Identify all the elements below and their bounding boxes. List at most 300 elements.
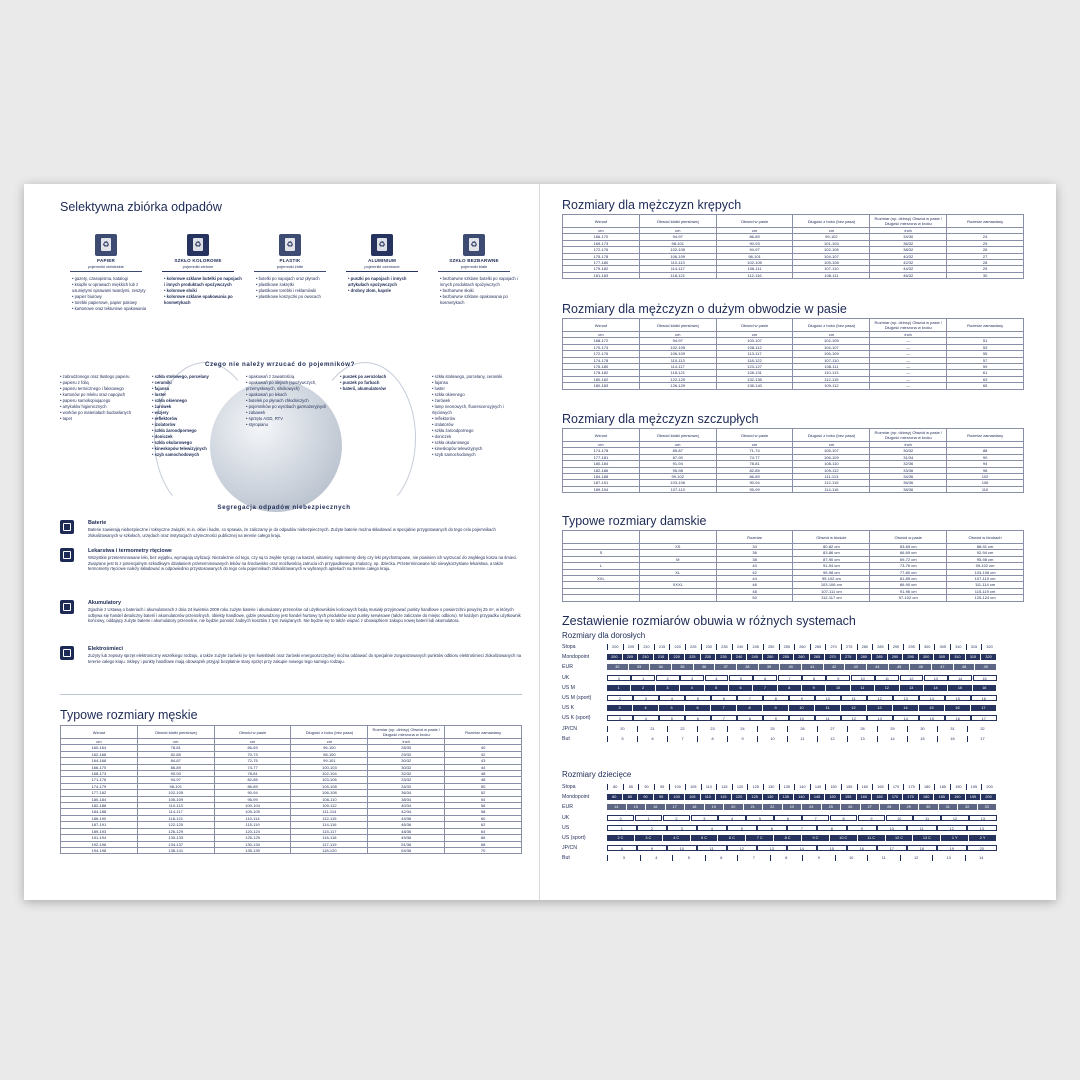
shoe-size-cell: 130 <box>763 784 779 790</box>
shoe-size-cell: 20 <box>724 804 744 810</box>
shoe-size-cell: 13 <box>924 675 948 681</box>
table-cell: — <box>870 344 947 350</box>
table-cell: 38/36 <box>870 486 947 492</box>
table-cell: 135-139 <box>214 847 291 853</box>
shoe-size-cell: 110 <box>701 784 717 790</box>
table-cell: 94-97 <box>716 247 793 253</box>
shoe-size-cell: 23 <box>783 804 803 810</box>
table-header: Długość z boku (bez pasa) <box>793 215 870 228</box>
shoe-size-cell: 20 <box>607 726 637 732</box>
shoe-size-cell: 19 <box>705 804 725 810</box>
table-cell: 86-89 <box>137 764 214 770</box>
table-cell: 182-186 <box>563 467 640 473</box>
table-cell: 100-104 <box>214 803 291 809</box>
shoe-row <box>562 664 1002 672</box>
shoe-size-cell: 8 <box>607 845 637 851</box>
shoe-size-cell: 155 <box>841 784 857 790</box>
table-cell: 48 <box>445 771 522 777</box>
shoe-row-cells <box>607 855 997 861</box>
table-cell: 52 <box>445 790 522 796</box>
shoe-size-cell: 280 <box>857 654 873 660</box>
table-cell: 102-105 <box>793 338 870 344</box>
table-cell: 72-75 <box>214 758 291 764</box>
table-cell: 63-65 cm <box>870 544 947 550</box>
table-cell: 130-133 <box>137 835 214 841</box>
table-header: Obwód klatki piersiowej <box>639 215 716 228</box>
shoe-size-cell: 210 <box>638 644 654 650</box>
shoe-size-cell: 90 <box>638 794 654 800</box>
shoe-size-cell: 17 <box>877 845 907 851</box>
table-cell: 102-104 <box>291 771 368 777</box>
table-unit: cm <box>716 442 793 448</box>
table-cell: 187-191 <box>61 822 138 828</box>
nogo-item: • szkła żaroodpornego <box>432 428 524 434</box>
hazard-name: Akumulatory <box>88 600 121 606</box>
table-cell: S <box>563 550 640 556</box>
shoe-size-cell: 39 <box>759 664 781 670</box>
table-cell: 48 <box>445 777 522 783</box>
shoe-size-cell: 185 <box>934 794 950 800</box>
shoe-size-cell: 9 <box>763 705 789 711</box>
table-cell: 180-183 <box>563 383 640 389</box>
table-cell: 102-105 <box>639 344 716 350</box>
table-cell: 97-102 cm <box>870 595 947 601</box>
table-cell: 107-110 cm <box>947 576 1024 582</box>
shoe-row <box>562 654 1002 662</box>
bin-item: • kolorowe szklane opakowania po kosmetykach <box>164 294 244 306</box>
table-cell: — <box>870 370 947 376</box>
table-cell: XL <box>639 569 716 575</box>
shoe-size-cell: 16 <box>847 845 877 851</box>
shoe-size-cell: 190 <box>950 784 966 790</box>
shoe-size-cell: 3 <box>633 695 659 701</box>
shoe-size-cell: 11 <box>875 675 899 681</box>
shoe-size-cell: 33 <box>629 664 651 670</box>
table-cell: 116-118 <box>291 835 368 841</box>
shoe-size-cell: 230 <box>701 654 717 660</box>
shoe-size-cell: 170 <box>888 794 904 800</box>
shoe-size-cell: 4 <box>718 815 745 821</box>
shoe-size-cell: 215 <box>654 644 670 650</box>
table-header: Wzrost <box>563 215 640 228</box>
table-cell: 109-112 <box>793 467 870 473</box>
shoe-size-cell: 27 <box>861 804 881 810</box>
shoe-size-cell: 135 <box>779 784 795 790</box>
table-cell: 32/32 <box>368 771 445 777</box>
shoe-size-cell: 9 <box>802 855 835 861</box>
recycle-bin-icon <box>371 234 393 256</box>
hazard-icon <box>60 646 74 660</box>
table-cell: 106-109 <box>793 351 870 357</box>
table-cell: 194-198 <box>61 847 138 853</box>
table-cell: 82-85 <box>214 777 291 783</box>
shoe-row <box>562 736 1002 744</box>
shoe-size-cell: 175 <box>903 794 919 800</box>
shoe-size-cell: 8 <box>763 695 789 701</box>
shoe-size-cell: 22 <box>763 804 783 810</box>
shoe-size-cell: 8 <box>737 715 763 721</box>
shoe-size-cell: 5 <box>727 825 757 831</box>
bin-underline <box>254 271 326 272</box>
nogo-item: • żarówek <box>152 404 244 410</box>
shoe-size-cell: 13 <box>757 845 787 851</box>
shoe-size-cell: 7 <box>711 715 737 721</box>
table-cell: 105-107 <box>793 448 870 454</box>
table-unit: cm <box>716 228 793 234</box>
table-cell: 87-90 <box>639 454 716 460</box>
table-cell: 36/34 <box>368 790 445 796</box>
table-unit: cm <box>214 739 291 745</box>
shoe-size-cell: 6 <box>711 695 737 701</box>
shoe-size-cell: 195 <box>966 784 982 790</box>
shoe-size-cell: 10 <box>815 695 841 701</box>
shoe-size-cell: 21 <box>637 726 667 732</box>
table-cell: 27 <box>947 253 1024 259</box>
left-page <box>24 184 539 900</box>
nogo-item: • doniczek <box>152 434 244 440</box>
table-header: Rozmiar zamawiany <box>947 215 1024 228</box>
shoe-size-cell: 6 <box>637 736 667 742</box>
shoe-size-cell: 9 <box>727 736 757 742</box>
table-cell: 110 <box>947 486 1024 492</box>
shoe-row-cells <box>607 664 997 670</box>
shoe-size-cell: 11 <box>913 815 940 821</box>
table-cell: 50 <box>445 783 522 789</box>
table-cell: 126-129 <box>137 828 214 834</box>
table-cell: 166-170 <box>61 764 138 770</box>
shoe-size-cell: 18 <box>685 804 705 810</box>
table-cell: 98-101 <box>716 253 793 259</box>
table-cell: 44/32 <box>870 266 947 272</box>
table-cell: 90-94 <box>214 790 291 796</box>
shoe-size-cell: 275 <box>841 644 857 650</box>
table-cell: 98 <box>947 467 1024 473</box>
table-cell: 100-103 <box>291 764 368 770</box>
shoe-row-cells <box>607 804 997 810</box>
shoe-size-cell: 285 <box>872 654 888 660</box>
shoe-size-cell: 295 <box>903 654 919 660</box>
shoe-size-cell: 4 C <box>663 835 691 841</box>
table-header: Rozmiar (np. dżinsy) Obwód w pasie / Długość mierzona w kroku <box>870 215 947 228</box>
nogo-item: • szkła okularowego <box>152 440 244 446</box>
table-cell: 30/32 <box>870 448 947 454</box>
shoe-size-cell: 315 <box>966 654 982 660</box>
table-cell: 95-98 <box>639 467 716 473</box>
table-cell: 30/32 <box>368 758 445 764</box>
shoe-size-cell: 6 <box>705 855 738 861</box>
table-cell: 61 <box>947 370 1024 376</box>
table-cell: 105-108 <box>793 260 870 266</box>
bin-item: • książki w oprawach miękkich lub z usuniętymi oprawami twardymi, zeszyty <box>72 282 152 294</box>
recycling-bins <box>60 234 520 344</box>
table-cell: 184-188 <box>61 809 138 815</box>
shoe-size-cell: 23 <box>697 726 727 732</box>
table-cell: 168-172 <box>563 338 640 344</box>
table-cell: M <box>639 556 716 562</box>
shoe-size-cell: 11 C <box>858 835 886 841</box>
shoe-size-cell: 8 <box>802 675 826 681</box>
shoe-size-cell: 105 <box>685 784 701 790</box>
hazard-name: Lekarstwa i termometry rtęciowe <box>88 548 172 554</box>
slim-size-table <box>562 428 1024 493</box>
shoe-size-cell: 215 <box>654 654 670 660</box>
shoe-size-cell: 140 <box>794 794 810 800</box>
table-cell: 98-100 <box>291 751 368 757</box>
table-cell: 34 <box>716 544 793 550</box>
shoe-size-cell: 8 <box>737 705 763 711</box>
shoe-size-cell: 14 <box>607 804 627 810</box>
shoe-size-cell: 4 <box>640 855 673 861</box>
shoe-size-cell: 19 <box>937 845 967 851</box>
shoe-size-cell: 205 <box>623 654 639 660</box>
shoe-size-cell: 290 <box>888 644 904 650</box>
shoe-size-cell: 110 <box>701 794 717 800</box>
nogo-item: • puszek po farbach <box>340 380 432 386</box>
bin-color: pojemniki czerwone <box>364 263 400 269</box>
shoe-size-cell: 90 <box>638 784 654 790</box>
table-cell: 77-80 cm <box>870 569 947 575</box>
shoe-size-cell: 160 <box>857 784 873 790</box>
shoe-size-cell: 9 <box>763 715 789 721</box>
bin-name: SZKŁO BEZBARWNE <box>449 258 499 263</box>
table-cell: 102 <box>947 474 1024 480</box>
table-header <box>563 531 640 544</box>
table-cell: 96-100 <box>291 745 368 751</box>
table-cell: 118-122 <box>716 357 793 363</box>
nogo-item: • doniczek <box>432 434 524 440</box>
shoe-size-cell: 125 <box>747 784 763 790</box>
table-cell: 51 <box>947 338 1024 344</box>
table-cell: 66-69 <box>214 745 291 751</box>
shoe-size-cell: 16 <box>971 695 997 701</box>
shoe-size-cell: 250 <box>763 654 779 660</box>
shoe-size-cell: 220 <box>669 644 685 650</box>
shoe-size-cell: 4 <box>633 705 659 711</box>
table-cell: 34/32 <box>368 783 445 789</box>
table-cell: 51/36 <box>368 841 445 847</box>
table-cell: 85-87 <box>639 448 716 454</box>
shoe-size-cell: 7 C <box>746 835 774 841</box>
nogo-item: • tapet <box>60 416 152 422</box>
shoe-size-cell: 10 <box>789 705 815 711</box>
table-cell: 99-101 <box>291 758 368 764</box>
bin-color: pojemniki zielone <box>182 263 214 269</box>
shoe-size-cell: 15 <box>919 705 945 711</box>
shoe-size-cell: 13 <box>969 815 996 821</box>
hazard-text: Wszystkie przeterminowane leki, bez wyjątku, wymagają utylizacji. Niezależnie od tego, czy są to zwykłe syropy na kaszel, witaminy, suplementy diety czy leki psychotropowe, nie powinien ich wyrzucać do zwykłego kosza na śmieci. Związane jest to z potencjalnym szkodliwym działaniem przeterminowanych leków na środowisko oraz możliwością zatrucia ich przypadkowego znalazcy, np. dziecka. Przeterminowane lub niewykorzystane lekarstwa, a także termometry rtęciowe należy składować w odpowiednio przystosowanych do tego celu pojemnikach zlokalizowanych w wybranych aptekach na terenie całego kraju. <box>88 555 518 572</box>
table-cell: 34/36 <box>870 474 947 480</box>
shoe-size-cell: 310 <box>950 644 966 650</box>
nogo-item: • kineskopów telewizyjnych <box>432 446 524 452</box>
table-header-row <box>61 726 522 739</box>
shoe-size-cell: 1 <box>607 825 637 831</box>
bin-item: • plastikowe torebki i reklamówki <box>256 288 336 294</box>
shoe-size-cell: 11 <box>907 825 937 831</box>
table-cell: 50 <box>716 595 793 601</box>
shoe-row-label: US K <box>562 705 575 712</box>
shoe-size-cell: 0 <box>607 815 634 821</box>
nogo-item: • pojemników po wyrobach garmażeryjnych <box>246 404 338 410</box>
shoe-size-cell: 6 <box>753 675 777 681</box>
table-cell: 112-115 <box>291 815 368 821</box>
bin-color: pojemniki niebieskie <box>88 263 124 269</box>
shoe-size-cell: 85 <box>623 794 639 800</box>
shoe-size-cell: 270 <box>825 654 841 660</box>
shoe-size-cell: 12 <box>941 815 968 821</box>
table-cell: 108-111 <box>793 272 870 278</box>
nogo-item: • reflektorów <box>152 416 244 422</box>
shoe-size-cell: 26 <box>841 804 861 810</box>
shoe-size-cell: 100 <box>669 784 685 790</box>
table-unit: cm <box>793 332 870 338</box>
shoe-row-cells <box>607 835 997 841</box>
table-cell: 55 <box>947 351 1024 357</box>
bin-item: • gazety, czasopisma, katalogi <box>72 276 152 282</box>
shoe-size-cell: 11 <box>697 845 727 851</box>
shoe-size-cell: 8 <box>830 815 857 821</box>
table-cell: 107-110 <box>793 266 870 272</box>
table-cell <box>639 595 716 601</box>
shoe-size-cell: 6 <box>774 815 801 821</box>
shoe-row <box>562 845 1002 853</box>
shoe-size-cell: 165 <box>872 794 888 800</box>
shoe-size-cell: 7 <box>667 736 697 742</box>
table-cell: 94-97 <box>639 338 716 344</box>
nogo-items <box>340 374 432 392</box>
table-row <box>563 486 1024 492</box>
shoe-size-cell: 29 <box>900 804 920 810</box>
table-header <box>639 531 716 544</box>
shoe-size-cell: 5 C <box>691 835 719 841</box>
shoe-size-cell: 5 <box>659 715 685 721</box>
shoe-row-cells <box>607 705 997 711</box>
shoe-row <box>562 726 1002 734</box>
shoe-row-label: US K (sport) <box>562 715 591 722</box>
table-cell: 177-181 <box>563 454 640 460</box>
shoe-size-cell: 6 <box>685 715 711 721</box>
table-cell: 169-173 <box>563 240 640 246</box>
shoe-size-cell: 6 C <box>718 835 746 841</box>
table-unit: inch <box>870 228 947 234</box>
table-cell: 170-174 <box>563 344 640 350</box>
table-cell: 91-94 <box>639 461 716 467</box>
shoe-row-label: US (sport) <box>562 835 586 841</box>
table-cell: 95-98 cm <box>947 556 1024 562</box>
table-unit: cm <box>793 442 870 448</box>
nogo-item: • zabawek <box>246 410 338 416</box>
bin-underline <box>438 271 510 272</box>
nogo-items <box>432 374 524 458</box>
table-header: Obwód w pasie <box>716 215 793 228</box>
table-cell: 180-182 <box>563 376 640 382</box>
table-header: Wzrost <box>563 429 640 442</box>
shoe-row-label: UK <box>562 814 570 821</box>
table-cell: 29/32 <box>368 751 445 757</box>
nogo-item: • opakowań z zawartością <box>246 374 338 380</box>
table-cell: 102-105 <box>793 247 870 253</box>
nogo-column <box>340 374 432 392</box>
shoe-size-cell: 9 <box>858 815 885 821</box>
table-cell: 162-166 <box>61 751 138 757</box>
table-cell: 108-112 <box>716 344 793 350</box>
shoe-size-cell: 25 <box>822 804 842 810</box>
table-cell: 177-180 <box>563 260 640 266</box>
shoe-row-cells <box>607 644 997 650</box>
table-cell: 192-196 <box>61 841 138 847</box>
table-cell: 62 <box>445 822 522 828</box>
table-cell: 102-105 <box>639 247 716 253</box>
shoe-size-cell: 43 <box>845 664 867 670</box>
shoe-size-cell: 34 <box>650 664 672 670</box>
nogo-item: • papieru samokopiującego <box>60 398 152 404</box>
hazard-text: Baterie zawierają niebezpieczne i toksyczne związki, m.in. ołów i kadm, co sprawia, że zaliczamy je do odpadów niebezpiecznych. Zużyte baterie można składować w specjalnie przygotowanych do tego celu pojemnikach zlokalizowanych w szkołach, urzędach oraz instytucjach użyteczności publicznej na terenie całego kraju. <box>88 527 496 538</box>
table-cell: 88-91 cm <box>947 544 1024 550</box>
shoe-size-cell: 17 <box>666 804 686 810</box>
nogo-item: • izolatorów <box>152 422 244 428</box>
table-cell: 122-125 <box>137 822 214 828</box>
shoe-size-cell: 115 <box>716 784 732 790</box>
table-cell: 29 <box>947 266 1024 272</box>
shoe-row-label: But <box>562 735 570 742</box>
shoe-size-cell: 42 <box>824 664 846 670</box>
bin-item: • torebki papierowe, papier pakowy <box>72 300 152 306</box>
shoe-size-cell: 1 <box>607 685 631 691</box>
table-cell: 94-97 <box>639 234 716 240</box>
womens-title: Typowe rozmiary damskie <box>562 514 707 528</box>
table-cell: 95-98 cm <box>793 569 870 575</box>
shoe-size-cell: 6 <box>757 825 787 831</box>
table-cell: 111-114 cm <box>947 582 1024 588</box>
table-cell: 40/32 <box>870 253 947 259</box>
shoe-size-cell: 31 <box>939 804 959 810</box>
booklet-spread <box>24 184 1056 900</box>
table-header: Obwód klatki piersiowej <box>639 319 716 332</box>
table-cell: 28/30 <box>368 745 445 751</box>
table-header: Rozmiar zamawiany <box>445 726 522 739</box>
bin-items <box>72 276 152 312</box>
shoe-size-cell: 245 <box>747 654 763 660</box>
bin-underline <box>346 271 418 272</box>
table-header: Obwód w pasie <box>716 319 793 332</box>
nogo-column <box>246 374 338 428</box>
stocky-title: Rozmiary dla mężczyzn krępych <box>562 198 742 212</box>
table-cell: 69-72 cm <box>870 556 947 562</box>
table-cell: 113-117 <box>716 351 793 357</box>
shoe-size-cell: 1 Y <box>941 835 969 841</box>
shoe-size-cell: 12 C <box>886 835 914 841</box>
shoe-size-cell: 95 <box>654 784 670 790</box>
table-cell: 91-94 cm <box>793 563 870 569</box>
nogo-item: • szkła stołowego, porcelany <box>152 374 244 380</box>
nogo-item: • szkła okularowego <box>432 440 524 446</box>
nogo-item: • lamp neonowych, fluorescencyjnych i rtęciowych <box>432 404 524 416</box>
table-cell: 24 <box>947 234 1024 240</box>
table-cell: 138-141 <box>137 847 214 853</box>
shoe-size-cell: 2 <box>631 685 655 691</box>
nogo-item: • baterii, akumulatorów <box>340 386 432 392</box>
bin-item: • bezbarwne szklane butelki po napojach i innych produktach spożywczych <box>440 276 520 288</box>
table-header: Rozmiar (np. dżinsy) Obwód w pasie / Długość mierzona w kroku <box>368 726 445 739</box>
table-header: Rozmiar (np. dżinsy) Obwód w pasie / Długość mierzona w kroku <box>870 429 947 442</box>
shoe-size-cell: 15 <box>948 685 972 691</box>
shoe-size-cell: 13 <box>847 736 877 742</box>
table-cell: 134-137 <box>137 841 214 847</box>
table-cell: 122-125 <box>639 376 716 382</box>
shoe-size-cell: 270 <box>825 644 841 650</box>
shoe-size-cell: 15 <box>627 804 647 810</box>
shoe-size-cell: 4 <box>659 695 685 701</box>
table-cell: 189-193 <box>61 828 138 834</box>
